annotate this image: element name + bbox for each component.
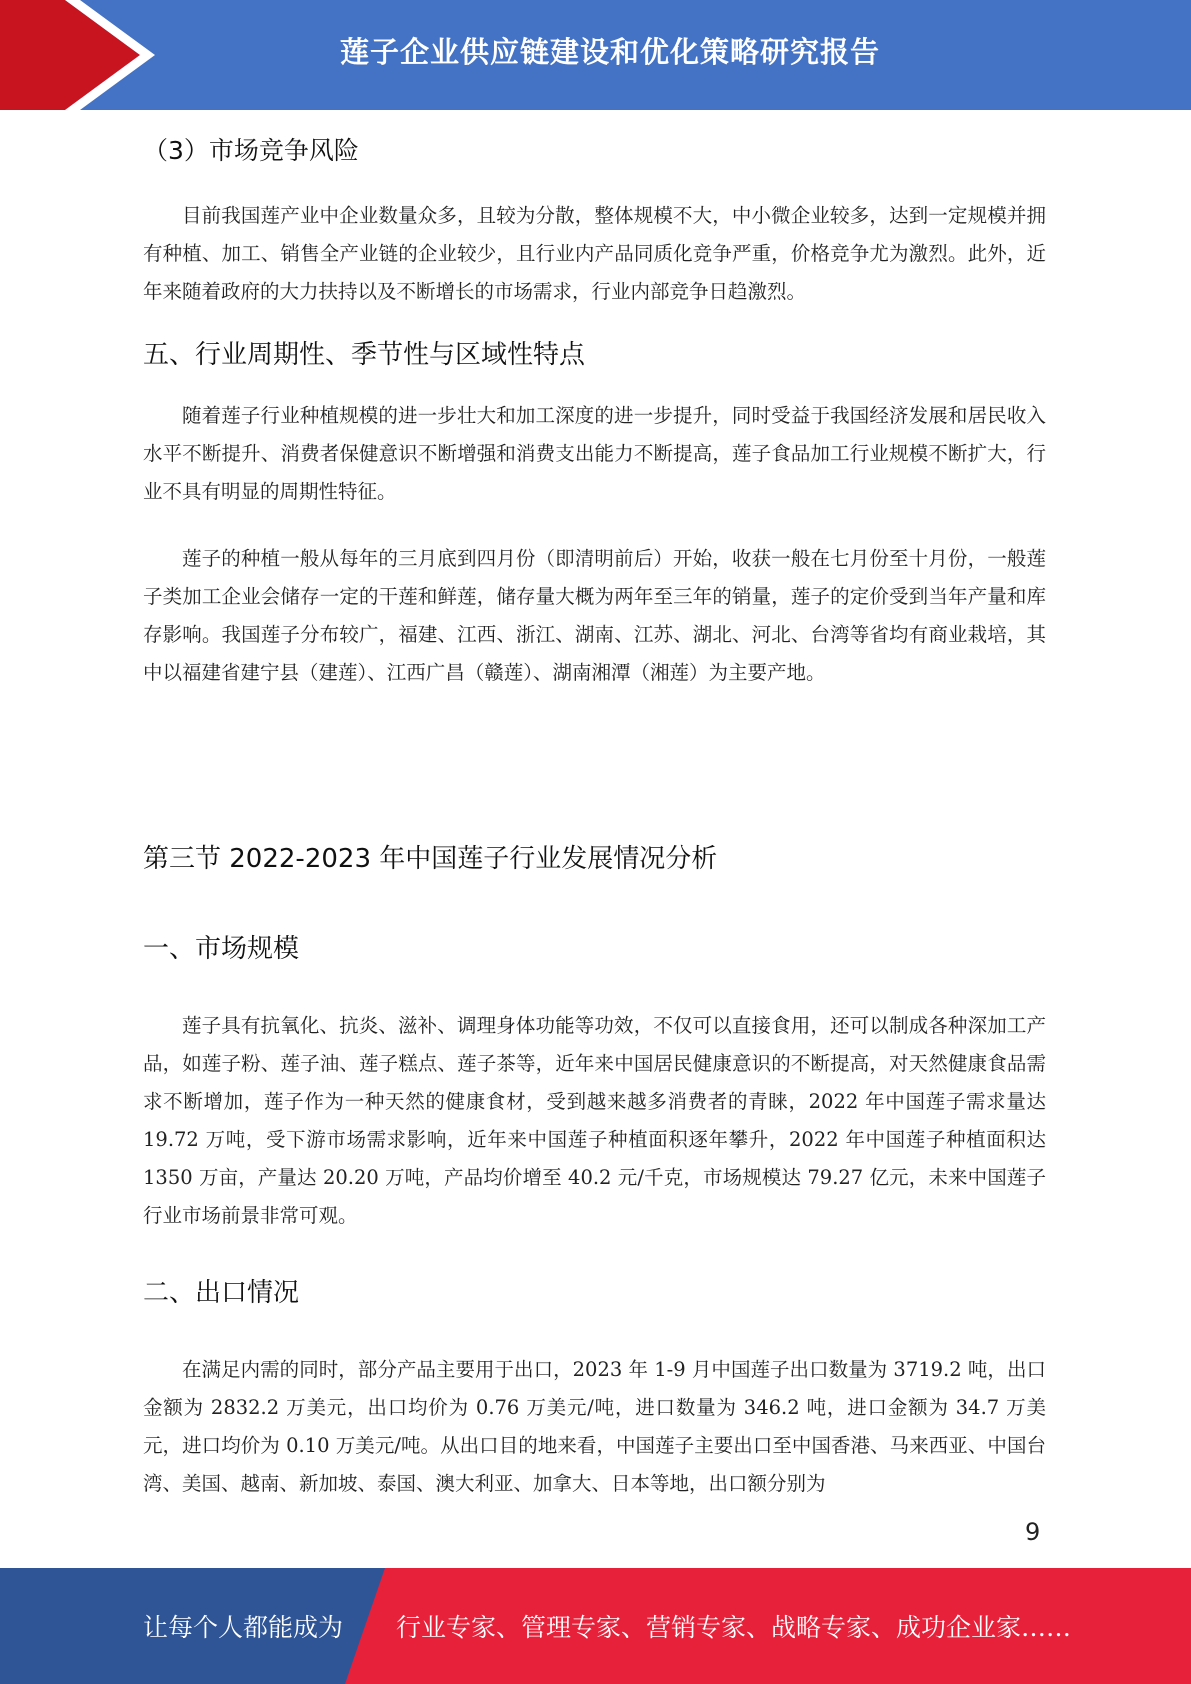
heading-cyclical: 五、行业周期性、季节性与区域性特点 xyxy=(143,340,586,370)
paragraph-cyclical-2: 莲子的种植一般从每年的三月底到四月份（即清明前后）开始，收获一般在七月份至十月份，一般莲子类加工企业会储存一定的干莲和鲜莲，储存量大概为两年至三年的销量，莲子的定价受到当年产量和库存影响。我国莲子分布较广，福建、江西、浙江、湖南、江苏、湖北、河北、台湾等省均有商业栽培，其中以福建省建宁县（建莲）、江西广昌（赣莲）、湖南湘潭（湘莲）为主要产地。 xyxy=(143,547,1046,684)
page-number: 9 xyxy=(1025,1518,1041,1546)
footer-slogan-right: 行业专家、管理专家、营销专家、战略专家、成功企业家…… xyxy=(396,1613,1072,1642)
paragraph-market-size: 莲子具有抗氧化、抗炎、滋补、调理身体功能等功效，不仅可以直接食用，还可以制成各种深加工产品，如莲子粉、莲子油、莲子糕点、莲子茶等，近年来中国居民健康意识的不断提高，对天然健康食品需求不断增加，莲子作为一种天然的健康食材，受到越来越多消费者的青睐，2022 年中国莲子需求量达 19.72 万吨，受下游市场需求影响，近年来中国莲子种植面积逐年攀升，2022 年中国莲子种植面积达 1350 万亩，产量达 20.20 万吨，产品均价增至 40.2 元/千克，市场规模达 79.27 亿元，未来中国莲子行业市场前景非常可观。 xyxy=(143,1014,1046,1227)
paragraph-export: 在满足内需的同时，部分产品主要用于出口，2023 年 1-9 月中国莲子出口数量为 3719.2 吨，出口金额为 2832.2 万美元，出口均价为 0.76 万美元/吨，进口数量为 346.2 吨，进口金额为 34.7 万美元，进口均价为 0.10 万美元/吨。从出口目的地来看，中国莲子主要出口至中国香港、马来西亚、中国台湾、美国、越南、新加坡、泰国、澳大利亚、加拿大、日本等地，出口额分别为 xyxy=(143,1358,1046,1495)
report-title: 莲子企业供应链建设和优化策略研究报告 xyxy=(339,34,880,69)
heading-section-3: 第三节 2022-2023 年中国莲子行业发展情况分析 xyxy=(143,844,718,874)
heading-export: 二、出口情况 xyxy=(143,1278,300,1308)
paragraph-cyclical-1: 随着莲子行业种植规模的进一步壮大和加工深度的进一步提升，同时受益于我国经济发展和居民收入水平不断提升、消费者保健意识不断增强和消费支出能力不断提高，莲子食品加工行业规模不断扩大，行业不具有明显的周期性特征。 xyxy=(143,404,1046,503)
header-banner xyxy=(0,0,1191,110)
heading-market-risk: （3）市场竞争风险 xyxy=(143,136,359,165)
heading-market-size: 一、市场规模 xyxy=(143,934,300,964)
footer-slogan-left: 让每个人都能成为 xyxy=(143,1613,344,1642)
header-arrow-graphic xyxy=(0,0,200,110)
paragraph-market-risk: 目前我国莲产业中企业数量众多，且较为分散，整体规模不大，中小微企业较多，达到一定规模并拥有种植、加工、销售全产业链的企业较少，且行业内产品同质化竞争严重，价格竞争尤为激烈。此外，近年来随着政府的大力扶持以及不断增长的市场需求，行业内部竞争日趋激烈。 xyxy=(143,204,1046,303)
footer-banner xyxy=(0,1568,1191,1684)
